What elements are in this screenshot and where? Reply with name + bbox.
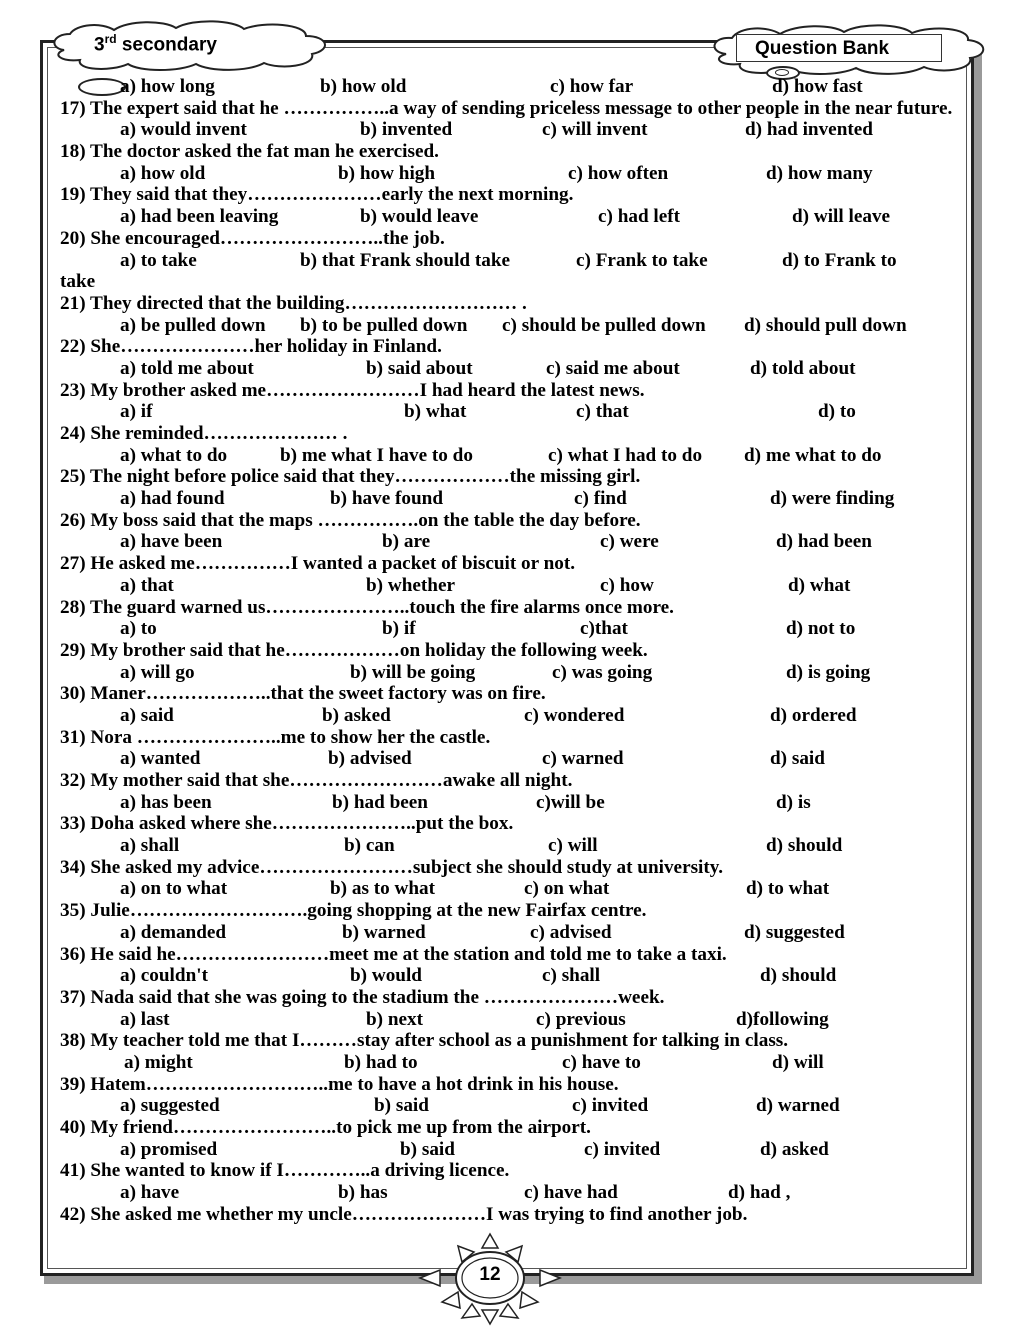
- option-b: b) warned: [342, 921, 426, 943]
- option-b: b) how high: [338, 162, 436, 184]
- options-row: [60, 878, 960, 900]
- option-b: b) would: [350, 965, 422, 987]
- option-a: a) how old: [120, 162, 206, 184]
- option-d: d) how fast: [772, 76, 863, 97]
- options-row: [60, 965, 960, 987]
- option-a: a) shall: [120, 835, 180, 857]
- option-d: d) is going: [786, 661, 871, 683]
- option-c: c) have to: [562, 1051, 641, 1073]
- option-d: d) said: [770, 748, 825, 770]
- options-row: [60, 575, 960, 597]
- option-c: c) find: [574, 488, 627, 510]
- question-stem: 32) My mother said that she……………………awake all night.: [60, 770, 573, 792]
- option-b: b) would leave: [360, 206, 479, 228]
- option-c: c) how far: [550, 76, 634, 97]
- options-row: [60, 662, 960, 684]
- option-a: a) have been: [120, 531, 223, 553]
- options-row: [60, 922, 960, 944]
- question-stem: 39) Hatem………………………..me to have a hot drink in his house.: [60, 1073, 619, 1095]
- option-a: a) had found: [120, 488, 225, 510]
- question-stem: 35) Julie……………………….going shopping at the new Fairfax centre.: [60, 900, 647, 922]
- option-b: b) me what I have to do: [280, 444, 473, 466]
- option-b: b) asked: [322, 704, 391, 726]
- option-c: c) shall: [542, 965, 601, 987]
- options-row: [60, 1095, 960, 1117]
- option-b: b) that Frank should take: [300, 249, 511, 271]
- question-stem: 30) Maner………………..that the sweet factory was on fire.: [60, 683, 546, 705]
- option-c: c) wondered: [524, 704, 625, 726]
- option-d: d) told about: [750, 357, 856, 379]
- question-stem: 33) Doha asked where she…………………..put the box.: [60, 813, 514, 835]
- option-b: b) have found: [330, 488, 444, 510]
- option-a: a) on to what: [120, 878, 228, 900]
- options-row: [60, 705, 960, 727]
- option-b: b) what: [404, 401, 467, 423]
- option-a: a) might: [124, 1051, 193, 1073]
- option-c: c) invited: [584, 1138, 661, 1160]
- option-c: c) warned: [542, 748, 624, 770]
- options-row: [60, 792, 960, 814]
- option-d: d) how many: [766, 162, 873, 184]
- question-stem: 22) She…………………her holiday in Finland.: [60, 336, 442, 358]
- option-b: b) advised: [328, 748, 412, 770]
- options-row: [60, 531, 960, 553]
- option-b: b) next: [366, 1008, 424, 1030]
- option-c: c) will: [548, 835, 598, 857]
- question-stem: 27) He asked me……………I wanted a packet of biscuit or not.: [60, 553, 576, 575]
- option-c: c)will be: [536, 791, 605, 813]
- option-c: c) how often: [568, 162, 669, 184]
- option-d: d) me what to do: [744, 444, 882, 466]
- question-stem: 34) She asked my advice……………………subject she should study at university.: [60, 856, 724, 878]
- option-c: c) previous: [536, 1008, 626, 1030]
- option-c: c) how: [600, 574, 654, 596]
- option-c: c) should be pulled down: [502, 314, 706, 336]
- option-b: b) said: [374, 1095, 429, 1117]
- option-b: b) invented: [360, 119, 453, 141]
- option-c: c) have had: [524, 1182, 618, 1204]
- option-a: a) promised: [120, 1138, 218, 1160]
- option-d: d) not to: [786, 618, 856, 640]
- option-c: c) what I had to do: [548, 444, 703, 466]
- options-row: [60, 835, 960, 857]
- question-stem: 26) My boss said that the maps …………….on the table the day before.: [60, 509, 641, 531]
- option-d: d) were finding: [770, 488, 895, 510]
- question-bank-label: Question Bank: [755, 38, 890, 59]
- options-row: [60, 445, 960, 467]
- option-d: d) will: [772, 1051, 824, 1073]
- option-d: d) had invented: [745, 119, 873, 141]
- option-d: d) asked: [760, 1138, 829, 1160]
- option-c: c) that: [576, 401, 629, 423]
- question-stem: 29) My brother said that he………………on holiday the following week.: [60, 639, 648, 661]
- option-b: b) whether: [366, 574, 455, 596]
- option-d: d) had been: [776, 531, 872, 553]
- option-b: b) if: [382, 618, 416, 640]
- grade-label: 3rd secondary: [94, 32, 217, 56]
- option-d: d) warned: [756, 1095, 840, 1117]
- option-a: a) has been: [120, 791, 212, 813]
- option-b: b) how old: [320, 76, 407, 97]
- options-row: [60, 119, 960, 141]
- question-stem: 38) My teacher told me that I………stay after school as a punishment for talking in class.: [60, 1030, 789, 1052]
- option-b: b) will be going: [350, 661, 476, 683]
- options-row: [60, 76, 960, 98]
- grade-cloud: [44, 20, 334, 72]
- options-row: [60, 618, 960, 640]
- options-row: [60, 1052, 960, 1074]
- option-a: a) last: [120, 1008, 170, 1030]
- question-stem: 21) They directed that the building……………………… .: [60, 292, 527, 314]
- option-a: a) if: [120, 401, 153, 423]
- option-d: d) to: [818, 401, 856, 423]
- question-bank-box: [736, 34, 942, 62]
- option-a: a) said: [120, 704, 174, 726]
- option-a: a) would invent: [120, 119, 247, 141]
- option-b: b) has: [338, 1182, 388, 1204]
- options-row: [60, 163, 960, 185]
- options-row: [60, 748, 960, 770]
- option-b: b) are: [382, 531, 431, 553]
- option-d: d) what: [788, 574, 851, 596]
- option-c: c) invited: [572, 1095, 649, 1117]
- option-c: c)that: [580, 618, 628, 640]
- option-d: d) had ,: [728, 1182, 791, 1204]
- option-c: c) Frank to take: [576, 249, 708, 271]
- option-a: a) told me about: [120, 357, 254, 379]
- option-a: a) that: [120, 574, 174, 596]
- option-c: c) will invent: [542, 119, 648, 141]
- option-b: b) can: [344, 835, 395, 857]
- page-number: 12: [479, 1264, 501, 1285]
- option-a: a) suggested: [120, 1095, 220, 1117]
- options-row: [60, 488, 960, 510]
- option-a: a) be pulled down: [120, 314, 266, 336]
- option-b: b) to be pulled down: [300, 314, 468, 336]
- options-row: [60, 250, 960, 272]
- option-a: a) what to do: [120, 444, 228, 466]
- option-c: c) advised: [530, 921, 612, 943]
- option-a: a) wanted: [120, 748, 201, 770]
- question-stem: 24) She reminded………………… .: [60, 423, 348, 445]
- option-d: d) to what: [746, 878, 830, 900]
- option-c: c) was going: [552, 661, 653, 683]
- question-stem: 23) My brother asked me……………………I had heard the latest news.: [60, 379, 645, 401]
- option-d: d) is: [776, 791, 811, 813]
- cloud-bubble-right-inner: [775, 69, 789, 76]
- question-list: [60, 76, 960, 1225]
- question-stem: 20) She encouraged……………………..the job.: [60, 227, 445, 249]
- question-stem: 41) She wanted to know if I…………..a driving licence.: [60, 1160, 510, 1182]
- option-b: b) said about: [366, 357, 473, 379]
- option-b: b) had to: [344, 1051, 418, 1073]
- option-d: d) should pull down: [744, 314, 907, 336]
- option-b: b) had been: [332, 791, 428, 813]
- option-d: d) should: [760, 965, 837, 987]
- option-a: a) to take: [120, 249, 197, 271]
- question-stem: 36) He said he……………………meet me at the station and told me to take a taxi.: [60, 943, 727, 965]
- options-row: [60, 1009, 960, 1031]
- option-a: a) how long: [120, 76, 215, 97]
- option-b: b) said: [400, 1138, 455, 1160]
- option-continuation: take: [60, 271, 96, 293]
- option-d: d) suggested: [744, 921, 845, 943]
- options-row: [60, 1139, 960, 1161]
- option-a: a) demanded: [120, 921, 227, 943]
- question-stem: 28) The guard warned us…………………..touch the fire alarms once more.: [60, 596, 674, 618]
- question-stem: 31) Nora …………………..me to show her the castle.: [60, 726, 491, 748]
- option-a: a) have: [120, 1182, 180, 1204]
- options-row: [60, 358, 960, 380]
- option-d: d) should: [766, 835, 843, 857]
- question-stem: 17) The expert said that he ……………..a way of sending priceless message to other people in the near future.: [60, 97, 953, 119]
- question-stem: 37) Nada said that she was going to the stadium the …………………week.: [60, 986, 665, 1008]
- option-b: b) as to what: [330, 878, 436, 900]
- option-a: a) to: [120, 618, 157, 640]
- option-c: c) said me about: [546, 357, 680, 379]
- option-a: a) had been leaving: [120, 206, 279, 228]
- option-a: a) will go: [120, 661, 195, 683]
- option-d: d)following: [736, 1008, 829, 1030]
- option-d: d) ordered: [770, 704, 857, 726]
- question-stem: 42) She asked me whether my uncle…………………I was trying to find another job.: [60, 1203, 748, 1225]
- question-stem: 19) They said that they…………………early the next morning.: [60, 184, 574, 206]
- question-stem: 40) My friend……………………..to pick me up from the airport.: [60, 1117, 591, 1139]
- options-row: [60, 315, 960, 337]
- option-d: d) will leave: [792, 206, 891, 228]
- question-stem: 18) The doctor asked the fat man he exercised.: [60, 141, 439, 163]
- option-c: c) had left: [598, 206, 681, 228]
- option-c: c) were: [600, 531, 659, 553]
- option-a: a) couldn't: [120, 965, 208, 987]
- options-row: [60, 206, 960, 228]
- options-row: [60, 1182, 960, 1204]
- option-c: c) on what: [524, 878, 610, 900]
- option-d: d) to Frank to: [782, 249, 897, 271]
- options-row: [60, 401, 960, 423]
- question-stem: 25) The night before police said that they………………the missing girl.: [60, 466, 641, 488]
